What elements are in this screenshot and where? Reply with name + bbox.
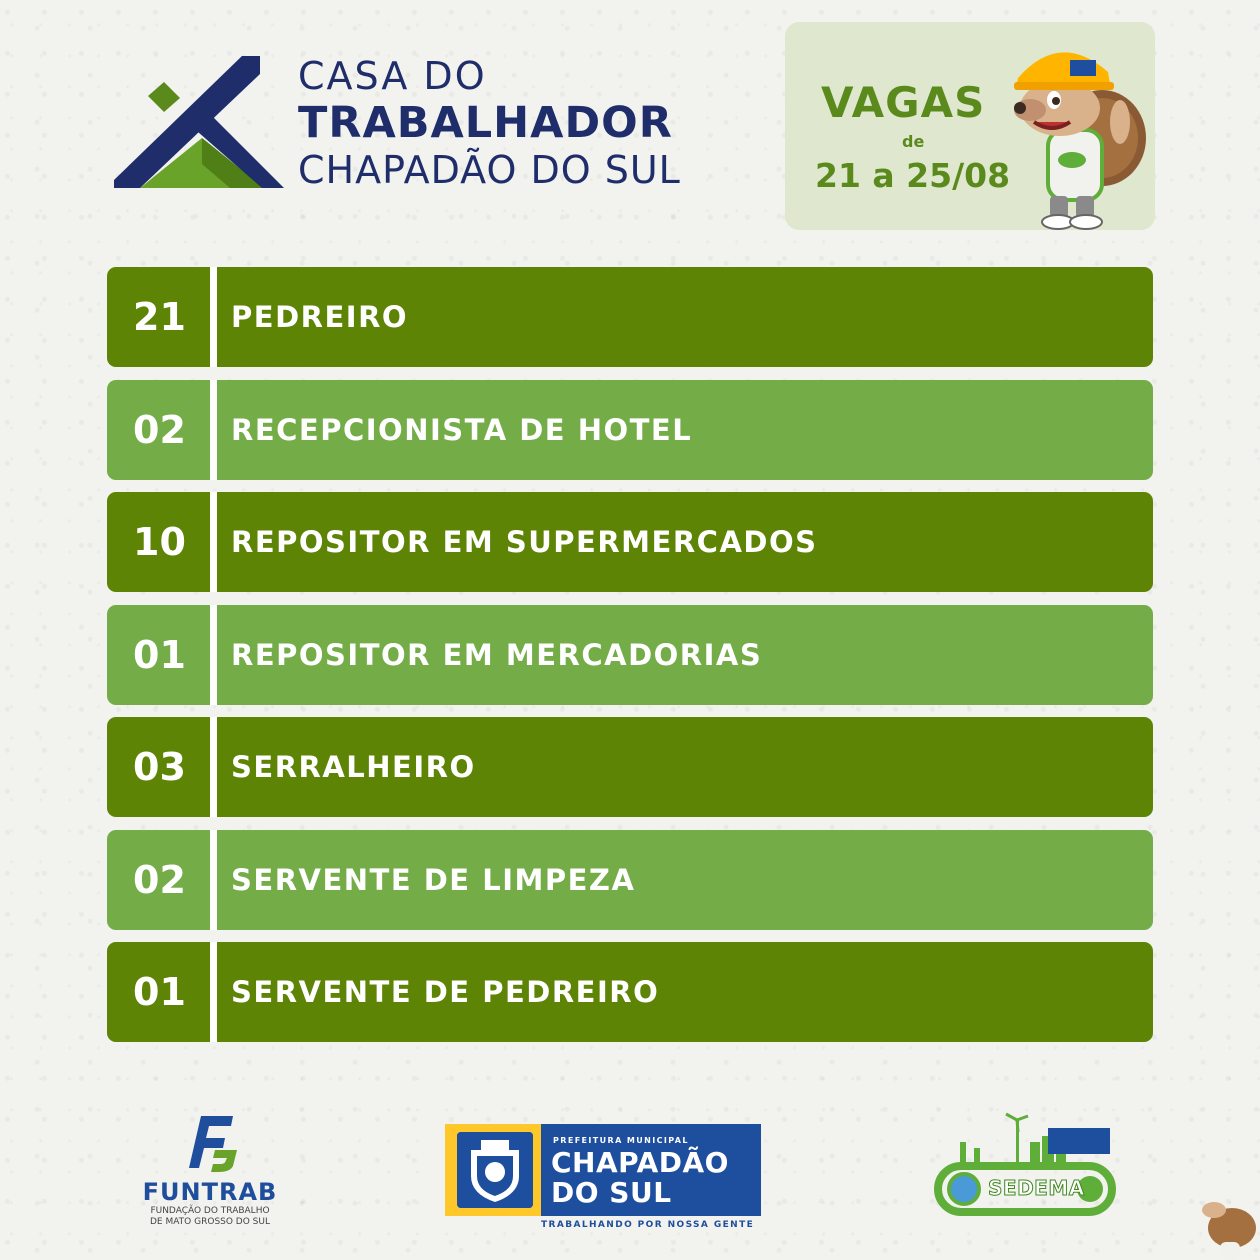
prefeitura-logo: [445, 1124, 761, 1234]
row-divider: [210, 717, 217, 817]
row-divider: [210, 492, 217, 592]
job-count: 02: [133, 408, 186, 452]
logo-text: [298, 54, 681, 192]
armadillo-corner-icon: [1196, 1192, 1260, 1260]
job-row-servente-limpeza: [107, 830, 1153, 930]
vagas-dates: 21 a 25/08: [815, 156, 1011, 195]
vagas-title: VAGAS: [821, 78, 986, 127]
job-row-pedreiro: [107, 267, 1153, 367]
job-row-serralheiro: [107, 717, 1153, 817]
job-row-repositor-supermercados: [107, 492, 1153, 592]
job-count: 02: [133, 858, 186, 902]
job-row-servente-pedreiro: [107, 942, 1153, 1042]
row-divider: [210, 830, 217, 930]
funtrab-icon: [175, 1108, 245, 1174]
logo-line-casa-do: CASA DO: [298, 54, 487, 98]
prefeitura-tagline: TRABALHANDO POR NOSSA GENTE: [541, 1220, 755, 1230]
row-divider: [210, 605, 217, 705]
job-count: 01: [133, 633, 186, 677]
sedema-badge: [1048, 1128, 1110, 1154]
casa-do-trabalhador-logo: [112, 52, 762, 202]
prefeitura-city-1: CHAPADÃO: [551, 1146, 729, 1179]
job-count: 01: [133, 970, 186, 1014]
sedema-name: SEDEMA: [988, 1176, 1085, 1200]
coat-of-arms-icon: [457, 1132, 533, 1208]
job-title: REPOSITOR EM MERCADORIAS: [231, 638, 763, 672]
row-divider: [210, 267, 217, 367]
job-row-repositor-mercadorias: [107, 605, 1153, 705]
job-title: REPOSITOR EM SUPERMERCADOS: [231, 525, 818, 559]
job-count: 21: [133, 295, 186, 339]
prefeitura-name-block: [541, 1124, 761, 1216]
row-divider: [210, 942, 217, 1042]
vagas-de: de: [902, 132, 925, 151]
logo-line-city: CHAPADÃO DO SUL: [298, 148, 681, 192]
funtrab-sub-1: FUNDAÇÃO DO TRABALHO: [150, 1206, 270, 1216]
job-title: SERVENTE DE PEDREIRO: [231, 975, 660, 1009]
prefeitura-small: PREFEITURA MUNICIPAL: [553, 1136, 689, 1145]
job-title: RECEPCIONISTA DE HOTEL: [231, 413, 693, 447]
funtrab-sub-2: DE MATO GROSSO DO SUL: [149, 1217, 270, 1227]
job-row-recepcionista: [107, 380, 1153, 480]
funtrab-logo: [130, 1108, 290, 1233]
sedema-logo: [930, 1112, 1120, 1222]
vagas-panel: [785, 22, 1155, 230]
armadillo-mascot-icon: [990, 30, 1155, 230]
job-count: 10: [133, 520, 186, 564]
job-count: 03: [133, 745, 186, 789]
funtrab-name: FUNTRAB: [142, 1178, 278, 1206]
job-title: PEDREIRO: [231, 300, 409, 334]
job-title: SERRALHEIRO: [231, 750, 476, 784]
logo-line-trabalhador: TRABALHADOR: [298, 98, 673, 148]
row-divider: [210, 380, 217, 480]
house-logo-icon: [112, 52, 292, 192]
job-title: SERVENTE DE LIMPEZA: [231, 863, 636, 897]
prefeitura-box: [445, 1124, 761, 1216]
prefeitura-city-2: DO SUL: [551, 1176, 672, 1209]
